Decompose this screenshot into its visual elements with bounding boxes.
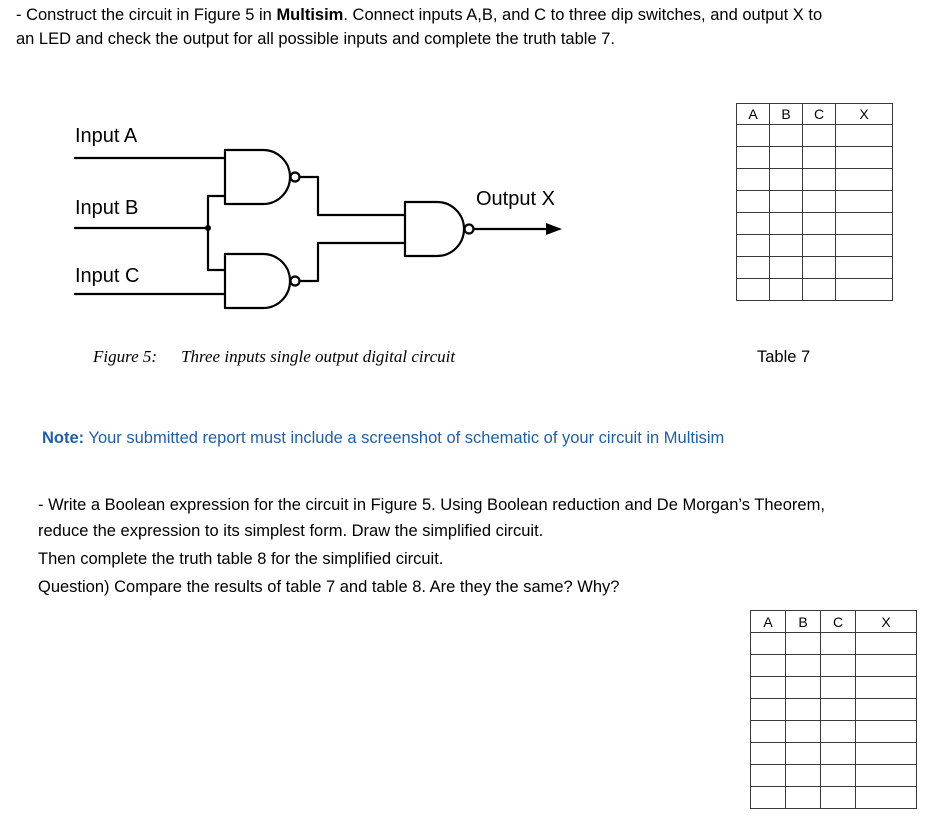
- table-cell[interactable]: [737, 279, 770, 301]
- table-cell[interactable]: [737, 125, 770, 147]
- table-row: [737, 191, 893, 213]
- table-cell[interactable]: [856, 743, 917, 765]
- table-cell[interactable]: [856, 677, 917, 699]
- table-cell[interactable]: [786, 699, 821, 721]
- table-cell[interactable]: [803, 125, 836, 147]
- table-cell[interactable]: [803, 213, 836, 235]
- multisim-bold: Multisim: [276, 6, 344, 24]
- table-cell[interactable]: [751, 765, 786, 787]
- table-cell[interactable]: [786, 677, 821, 699]
- table-cell[interactable]: [751, 699, 786, 721]
- table-row: [751, 655, 917, 677]
- nand-gate-1: [225, 150, 290, 204]
- junction-dot: [205, 225, 211, 231]
- table-cell[interactable]: [786, 787, 821, 809]
- wire-gate1-out: [300, 177, 405, 215]
- table8-header-b: B: [786, 611, 821, 633]
- table-cell[interactable]: [737, 169, 770, 191]
- table-7-caption: Table 7: [757, 348, 811, 366]
- table-cell[interactable]: [786, 655, 821, 677]
- table-cell[interactable]: [836, 125, 893, 147]
- table-row: [737, 213, 893, 235]
- table-cell[interactable]: [803, 257, 836, 279]
- table-cell[interactable]: [751, 721, 786, 743]
- table-cell[interactable]: [836, 147, 893, 169]
- table-cell[interactable]: [803, 279, 836, 301]
- table-cell[interactable]: [836, 191, 893, 213]
- table-cell[interactable]: [856, 699, 917, 721]
- instruction-line-3: Then complete the truth table 8 for the simplified circuit.: [38, 550, 444, 568]
- table-cell[interactable]: [856, 787, 917, 809]
- table-cell[interactable]: [737, 235, 770, 257]
- table-cell[interactable]: [770, 147, 803, 169]
- table8-header-a: A: [751, 611, 786, 633]
- table-cell[interactable]: [751, 787, 786, 809]
- truth-table-8: [750, 610, 917, 809]
- table-cell[interactable]: [836, 279, 893, 301]
- table-cell[interactable]: [786, 765, 821, 787]
- inversion-bubble-2: [291, 277, 300, 286]
- table-cell[interactable]: [786, 721, 821, 743]
- table8-header-row: [751, 611, 917, 633]
- table-cell[interactable]: [737, 147, 770, 169]
- truth-table-7: [736, 103, 893, 301]
- input-a-label: Input A: [75, 125, 138, 147]
- table-cell[interactable]: [770, 169, 803, 191]
- table-cell[interactable]: [821, 655, 856, 677]
- input-c-label: Input C: [75, 265, 140, 287]
- table-cell[interactable]: [836, 213, 893, 235]
- input-b-label: Input B: [75, 197, 139, 219]
- intro-text-suffix: . Connect inputs A,B, and C to three dip switches, and output X to: [343, 6, 823, 24]
- figure-caption-label: Figure 5:: [93, 347, 158, 366]
- table-cell[interactable]: [803, 169, 836, 191]
- table-row: [737, 147, 893, 169]
- table8-header-c: C: [821, 611, 856, 633]
- table-row: [751, 699, 917, 721]
- table-cell[interactable]: [770, 125, 803, 147]
- table7-header-x: X: [836, 104, 893, 125]
- instruction-line-1: - Write a Boolean expression for the circuit in Figure 5. Using Boolean reduction and De Morgan’s Theorem,: [38, 496, 825, 514]
- table8-header-x: X: [856, 611, 917, 633]
- table-row: [751, 765, 917, 787]
- circuit-diagram: [0, 0, 640, 330]
- table-cell[interactable]: [770, 235, 803, 257]
- note-body: Your submitted report must include a screenshot of schematic of your circuit in Multisim: [84, 429, 725, 447]
- note-label: Note:: [42, 429, 85, 447]
- table7-header-c: C: [803, 104, 836, 125]
- table-row: [737, 257, 893, 279]
- output-x-label: Output X: [476, 188, 555, 210]
- table-cell[interactable]: [751, 677, 786, 699]
- table-cell[interactable]: [836, 235, 893, 257]
- table-cell[interactable]: [751, 743, 786, 765]
- table-cell[interactable]: [770, 279, 803, 301]
- table-row: [737, 235, 893, 257]
- table7-header-b: B: [770, 104, 803, 125]
- table-cell[interactable]: [737, 257, 770, 279]
- table-cell[interactable]: [821, 743, 856, 765]
- table-row: [737, 125, 893, 147]
- table-cell[interactable]: [821, 787, 856, 809]
- table-cell[interactable]: [821, 699, 856, 721]
- table-row: [737, 169, 893, 191]
- table-cell[interactable]: [786, 743, 821, 765]
- table-cell[interactable]: [737, 191, 770, 213]
- table-cell[interactable]: [856, 765, 917, 787]
- intro-text: - Construct the circuit in Figure 5 in: [16, 6, 277, 24]
- table-cell[interactable]: [856, 721, 917, 743]
- table-cell[interactable]: [803, 191, 836, 213]
- table-row: [751, 633, 917, 655]
- table7-header-row: [737, 104, 893, 125]
- question-line: Question) Compare the results of table 7 and table 8. Are they the same? Why?: [38, 578, 620, 596]
- table-row: [737, 279, 893, 301]
- table-row: [751, 743, 917, 765]
- table-cell[interactable]: [770, 213, 803, 235]
- table-cell[interactable]: [821, 721, 856, 743]
- table-cell[interactable]: [856, 633, 917, 655]
- table7-header-a: A: [737, 104, 770, 125]
- table-row: [751, 677, 917, 699]
- table-cell[interactable]: [836, 169, 893, 191]
- table-row: [751, 721, 917, 743]
- inversion-bubble-1: [291, 173, 300, 182]
- intro-line-2: an LED and check the output for all possible inputs and complete the truth table 7.: [16, 30, 615, 48]
- output-arrow-icon: [546, 223, 562, 235]
- table-cell[interactable]: [751, 633, 786, 655]
- note-text: [42, 429, 724, 448]
- table-cell[interactable]: [821, 633, 856, 655]
- table-cell[interactable]: [770, 191, 803, 213]
- table-cell[interactable]: [803, 147, 836, 169]
- table-row: [751, 787, 917, 809]
- inversion-bubble-3: [465, 225, 474, 234]
- table-cell[interactable]: [856, 655, 917, 677]
- table-cell[interactable]: [751, 655, 786, 677]
- table-cell[interactable]: [803, 235, 836, 257]
- nand-gate-2: [225, 254, 290, 308]
- nand-gate-3: [405, 202, 464, 256]
- table-cell[interactable]: [737, 213, 770, 235]
- table-cell[interactable]: [770, 257, 803, 279]
- table-cell[interactable]: [821, 765, 856, 787]
- wire-gate2-out: [300, 243, 405, 281]
- table-cell[interactable]: [821, 677, 856, 699]
- instruction-line-2: reduce the expression to its simplest form. Draw the simplified circuit.: [38, 522, 544, 540]
- table-cell[interactable]: [786, 633, 821, 655]
- figure-caption-text: Three inputs single output digital circuit: [181, 347, 456, 366]
- figure-caption: [93, 347, 455, 367]
- table-cell[interactable]: [836, 257, 893, 279]
